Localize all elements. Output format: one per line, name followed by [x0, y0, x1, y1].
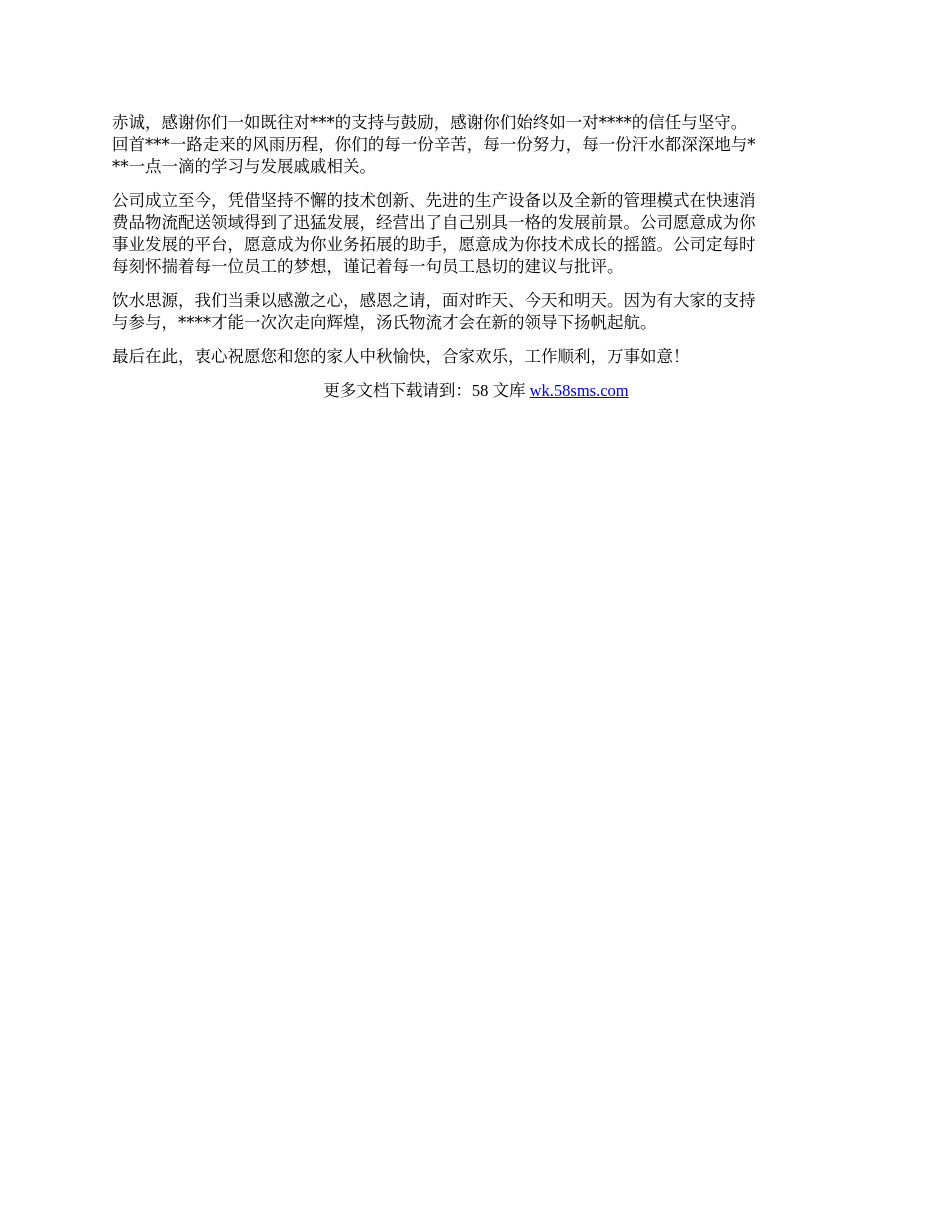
download-footer [112, 380, 840, 402]
paragraph-gratitude: 赤诚，感谢你们一如既往对***的支持与鼓励，感谢你们始终如一对****的信任与坚守。 回首***一路走来的风雨历程，你们的每一份辛苦，每一份努力，每一份汗水都深深地与* **一点一滴的学习与发展戚戚相关。 [112, 113, 756, 176]
paragraph-closing-wishes: 最后在此，衷心祝愿您和您的家人中秋愉快，合家欢乐，工作顺利，万事如意！ [112, 347, 690, 366]
paragraph-reflection: 饮水思源，我们当秉以感激之心，感恩之请，面对昨天、今天和明天。因为有大家的支持 与参与，****才能一次次走向辉煌，汤氏物流才会在新的领导下扬帆起航。 [112, 291, 756, 332]
footer-link[interactable]: wk.58sms.com [529, 381, 629, 400]
footer-brand: 58 文库 [471, 381, 530, 400]
paragraph-company-development: 公司成立至今，凭借坚持不懈的技术创新、先进的生产设备以及全新的管理模式在快速消 费品物流配送领域得到了迅猛发展，经营出了自己别具一格的发展前景。公司愿意成为你 事业发展的平台，愿意成为你业务拓展的助手，愿意成为你技术成长的摇篮。公司定每时 每刻怀揣着每一位员工的梦想，谨记着每一句员工恳切的建议与批评。 [112, 191, 756, 276]
document-page [112, 112, 840, 402]
footer-prefix: 更多文档下载请到： [323, 381, 472, 400]
